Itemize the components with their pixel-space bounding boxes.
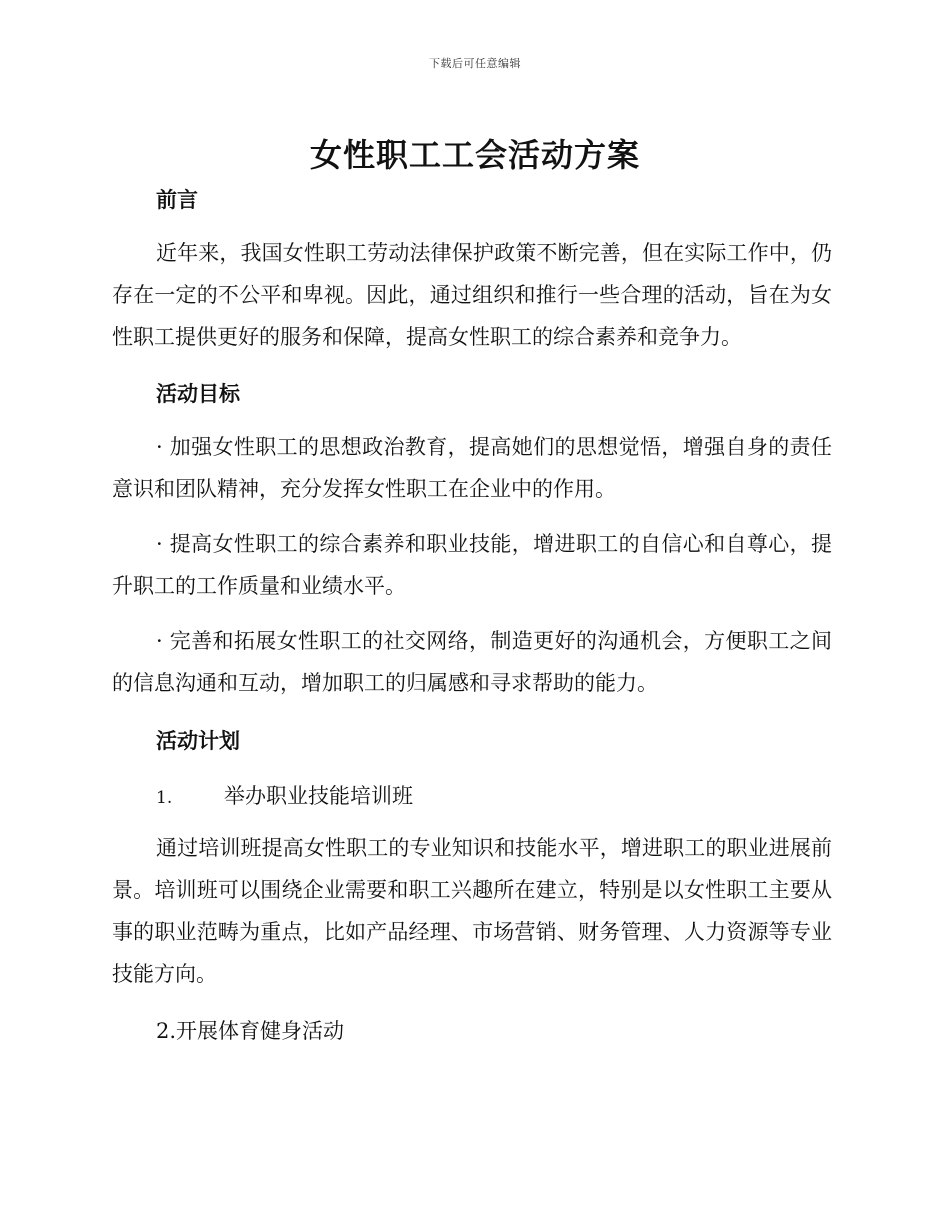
goal-item-3: · 完善和拓展女性职工的社交网络，制造更好的沟通机会，方便职工之间的信息沟通和互动，增加职工的归属感和寻求帮助的能力。 — [112, 629, 832, 695]
plan-item-1-heading — [156, 780, 413, 810]
header-note: 下载后可任意编辑 — [429, 57, 521, 70]
plan-item-1-title: 举办职业技能培训班 — [224, 784, 413, 808]
plan-item-1-paragraph: 通过培训班提高女性职工的专业知识和技能水平，增进职工的职业进展前景。培训班可以围绕企业需要和职工兴趣所在建立，特别是以女性职工主要从事的职业范畴为重点，比如产品经理、市场营销、财务管理、人力资源等专业技能方向。 — [112, 836, 832, 986]
plan-item-1-number: 1. — [156, 788, 173, 808]
preface-paragraph: 近年来，我国女性职工劳动法律保护政策不断完善，但在实际工作中，仍存在一定的不公平和卑视。因此，通过组织和推行一些合理的活动，旨在为女性职工提供更好的服务和保障，提高女性职工的综合素养和竞争力。 — [112, 241, 832, 349]
goal-item-1: · 加强女性职工的思想政治教育，提高她们的思想觉悟，增强自身的责任意识和团队精神，充分发挥女性职工在企业中的作用。 — [112, 435, 832, 501]
document-title: 女性职工工会活动方案 — [309, 136, 640, 174]
goal-item-2: · 提高女性职工的综合素养和职业技能，增进职工的自信心和自尊心，提升职工的工作质量和业绩水平。 — [112, 532, 832, 598]
section-heading-goals: 活动目标 — [156, 382, 240, 406]
section-heading-plan: 活动计划 — [156, 729, 240, 753]
plan-item-2-heading: 2.开展体育健身活动 — [156, 1019, 345, 1043]
section-heading-preface: 前言 — [156, 188, 198, 212]
